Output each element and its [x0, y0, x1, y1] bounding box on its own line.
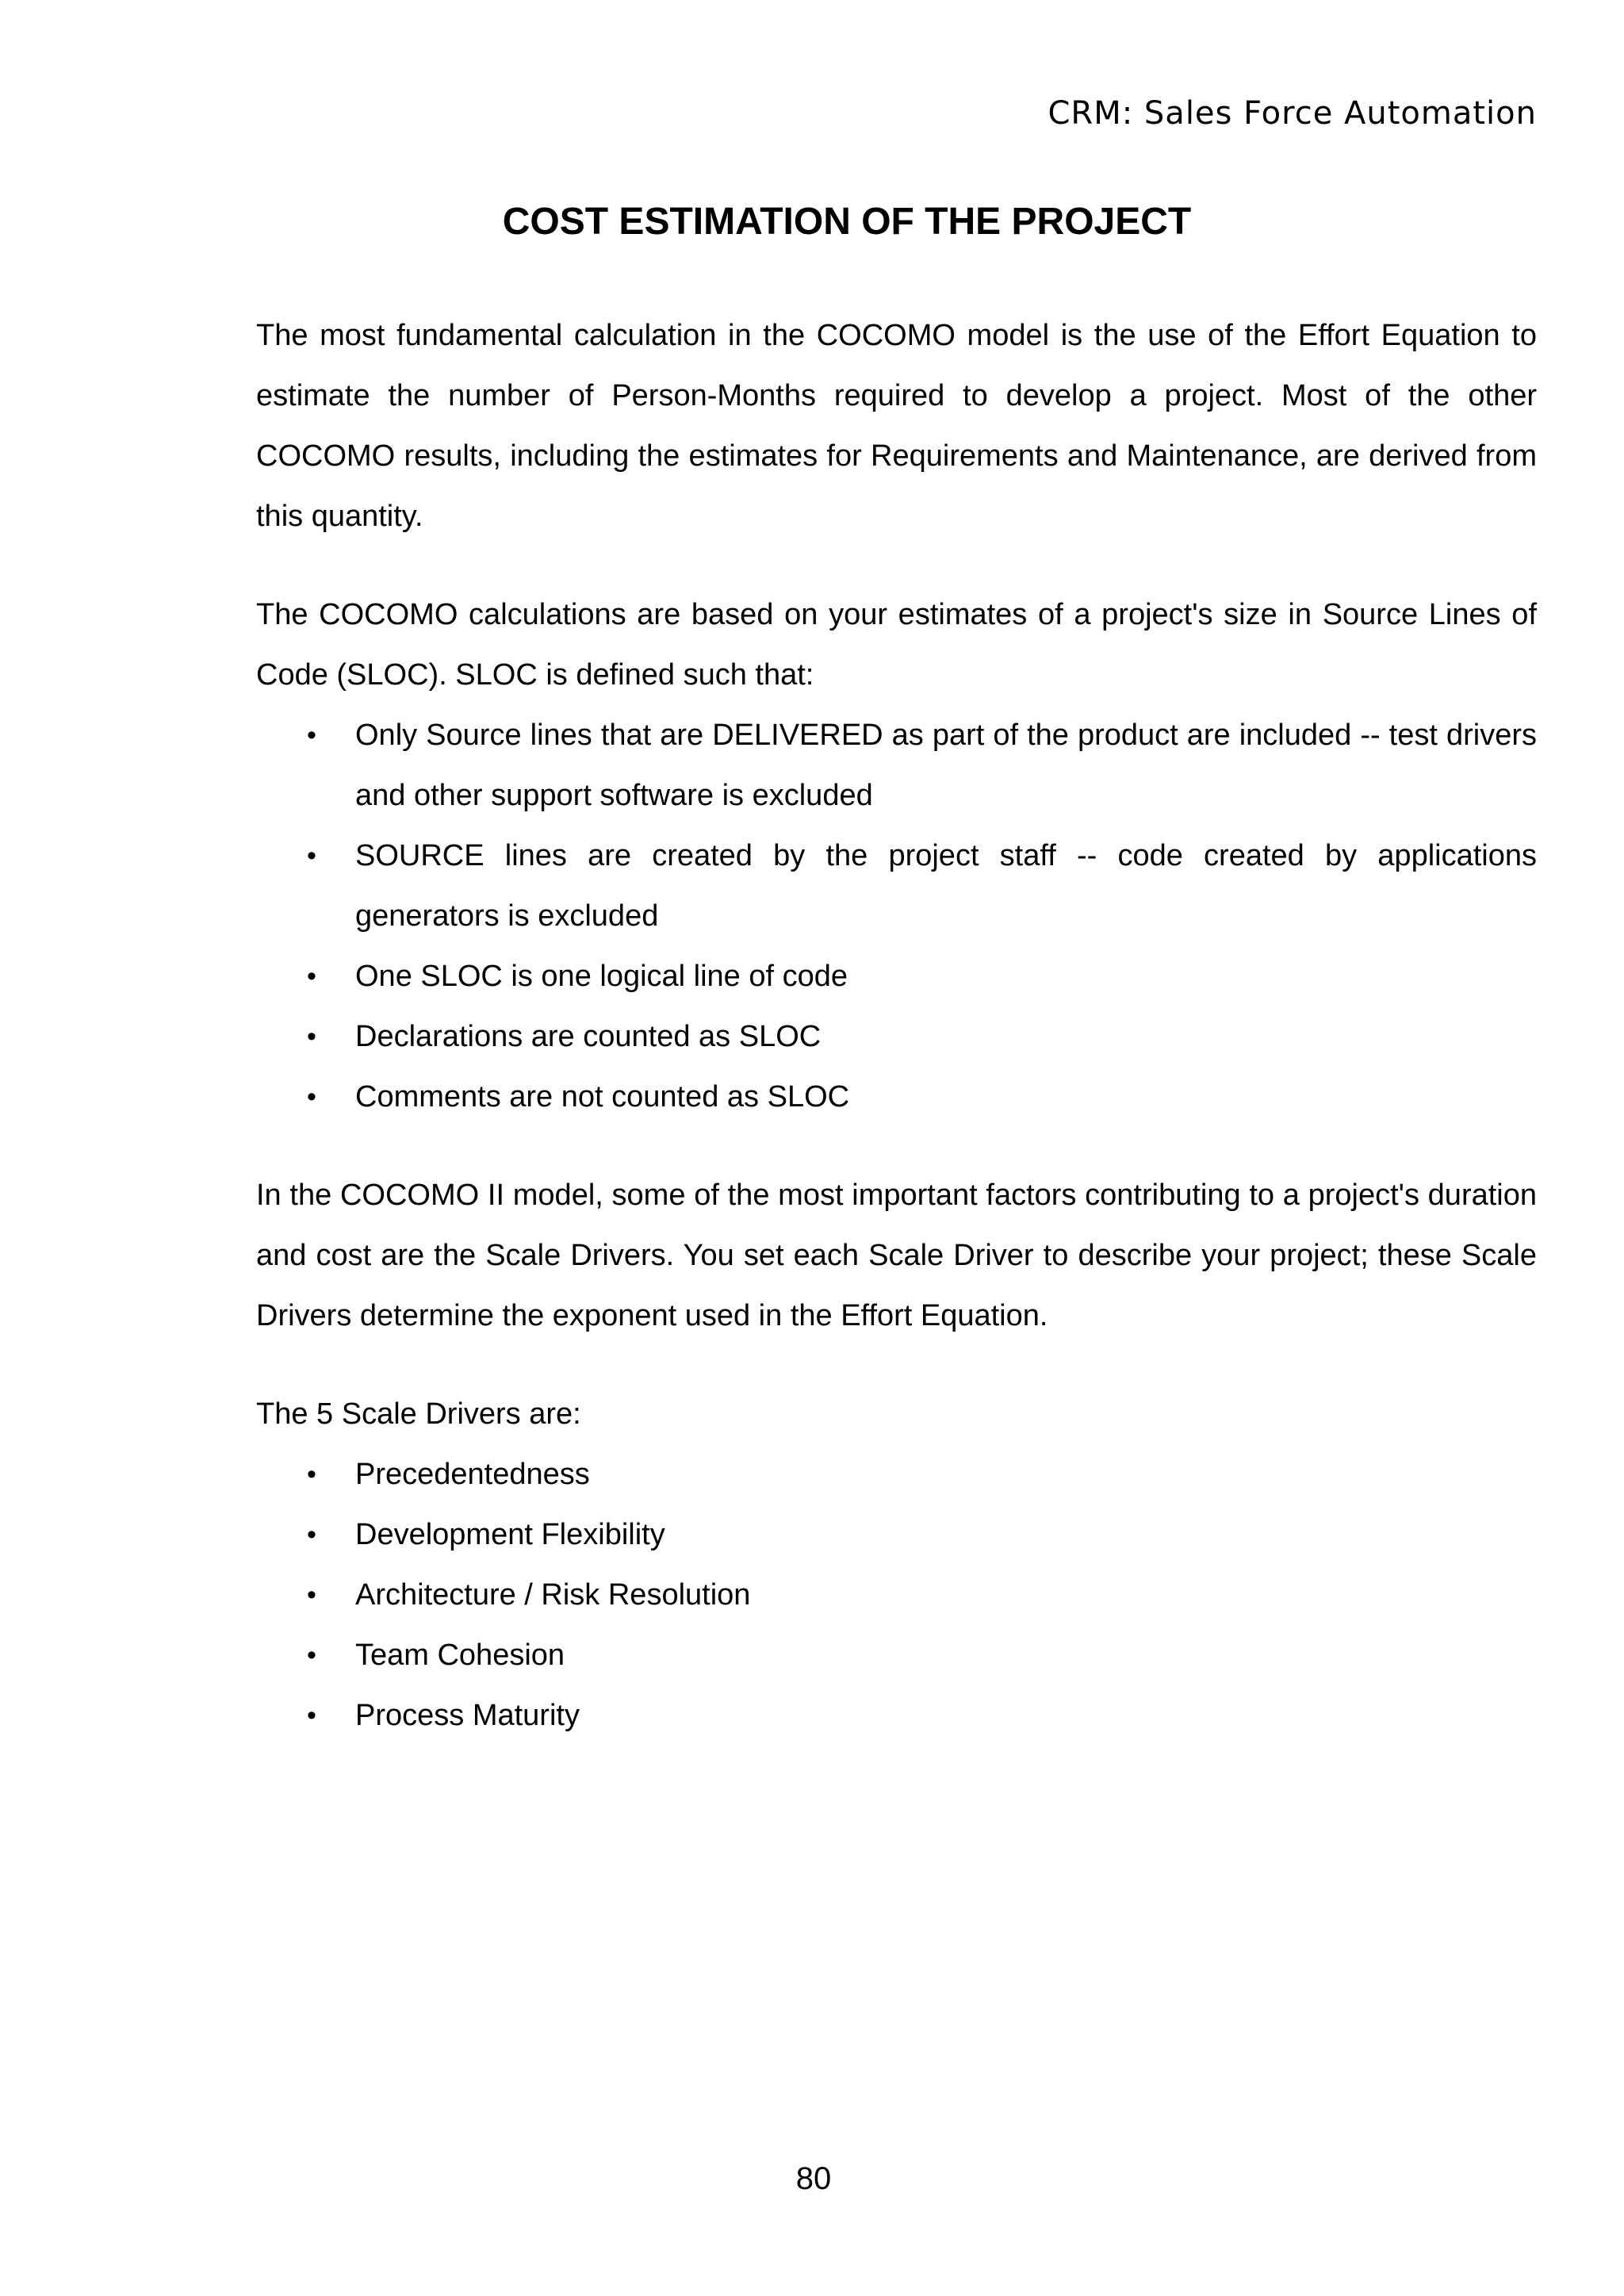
- sloc-rules-list: [256, 705, 1537, 1127]
- bullet-icon: •: [307, 1520, 316, 1550]
- list-item: • Precedentedness: [256, 1444, 1537, 1504]
- bullet-icon: •: [307, 841, 316, 871]
- list-item: • Only Source lines that are DELIVERED as part of the product are included -- test drivers and other support software is excluded: [256, 705, 1537, 826]
- page-number: 80: [795, 2161, 832, 2196]
- list-item: • SOURCE lines are created by the project staff -- code created by applications generators is excluded: [256, 826, 1537, 946]
- paragraph-effort-equation: The most fundamental calculation in the COCOMO model is the use of the Effort Equation to estimate the number of Person-Months required to develop a project. Most of the other COCOMO results, including the estimates for Requirements and Maintenance, are derived from this quantity.: [256, 319, 1537, 533]
- bullet-icon: •: [307, 1700, 316, 1731]
- list-item: • Architecture / Risk Resolution: [256, 1565, 1537, 1625]
- body-content: [256, 305, 1537, 1746]
- bullet-icon: •: [307, 1640, 316, 1670]
- bullet-icon: •: [307, 1459, 316, 1489]
- list-item: • Team Cohesion: [256, 1625, 1537, 1685]
- list-item: • Process Maturity: [256, 1685, 1537, 1746]
- list-item: • Declarations are counted as SLOC: [256, 1006, 1537, 1067]
- bullet-icon: •: [307, 1580, 316, 1610]
- section-title: COST ESTIMATION OF THE PROJECT: [502, 201, 1192, 243]
- scale-drivers-list: [256, 1444, 1537, 1746]
- bullet-icon: •: [307, 1022, 316, 1052]
- bullet-icon: •: [307, 961, 316, 991]
- list-item: • Development Flexibility: [256, 1504, 1537, 1565]
- running-header: CRM: Sales Force Automation: [1048, 95, 1537, 132]
- bullet-icon: •: [307, 720, 316, 750]
- bullet-icon: •: [307, 1082, 316, 1112]
- paragraph-scale-drivers: In the COCOMO II model, some of the most important factors contributing to a project's duration and cost are the Scale Drivers. You set each Scale Driver to describe your project; these Scale Drivers determine the exponent used in the Effort Equation.: [256, 1179, 1537, 1332]
- list-item: • One SLOC is one logical line of code: [256, 946, 1537, 1006]
- list-item: • Comments are not counted as SLOC: [256, 1067, 1537, 1127]
- paragraph-sloc-intro: The COCOMO calculations are based on your estimates of a project's size in Source Lines of Code (SLOC). SLOC is defined such that:: [256, 598, 1537, 692]
- paragraph-scale-drivers-intro: The 5 Scale Drivers are:: [256, 1397, 581, 1431]
